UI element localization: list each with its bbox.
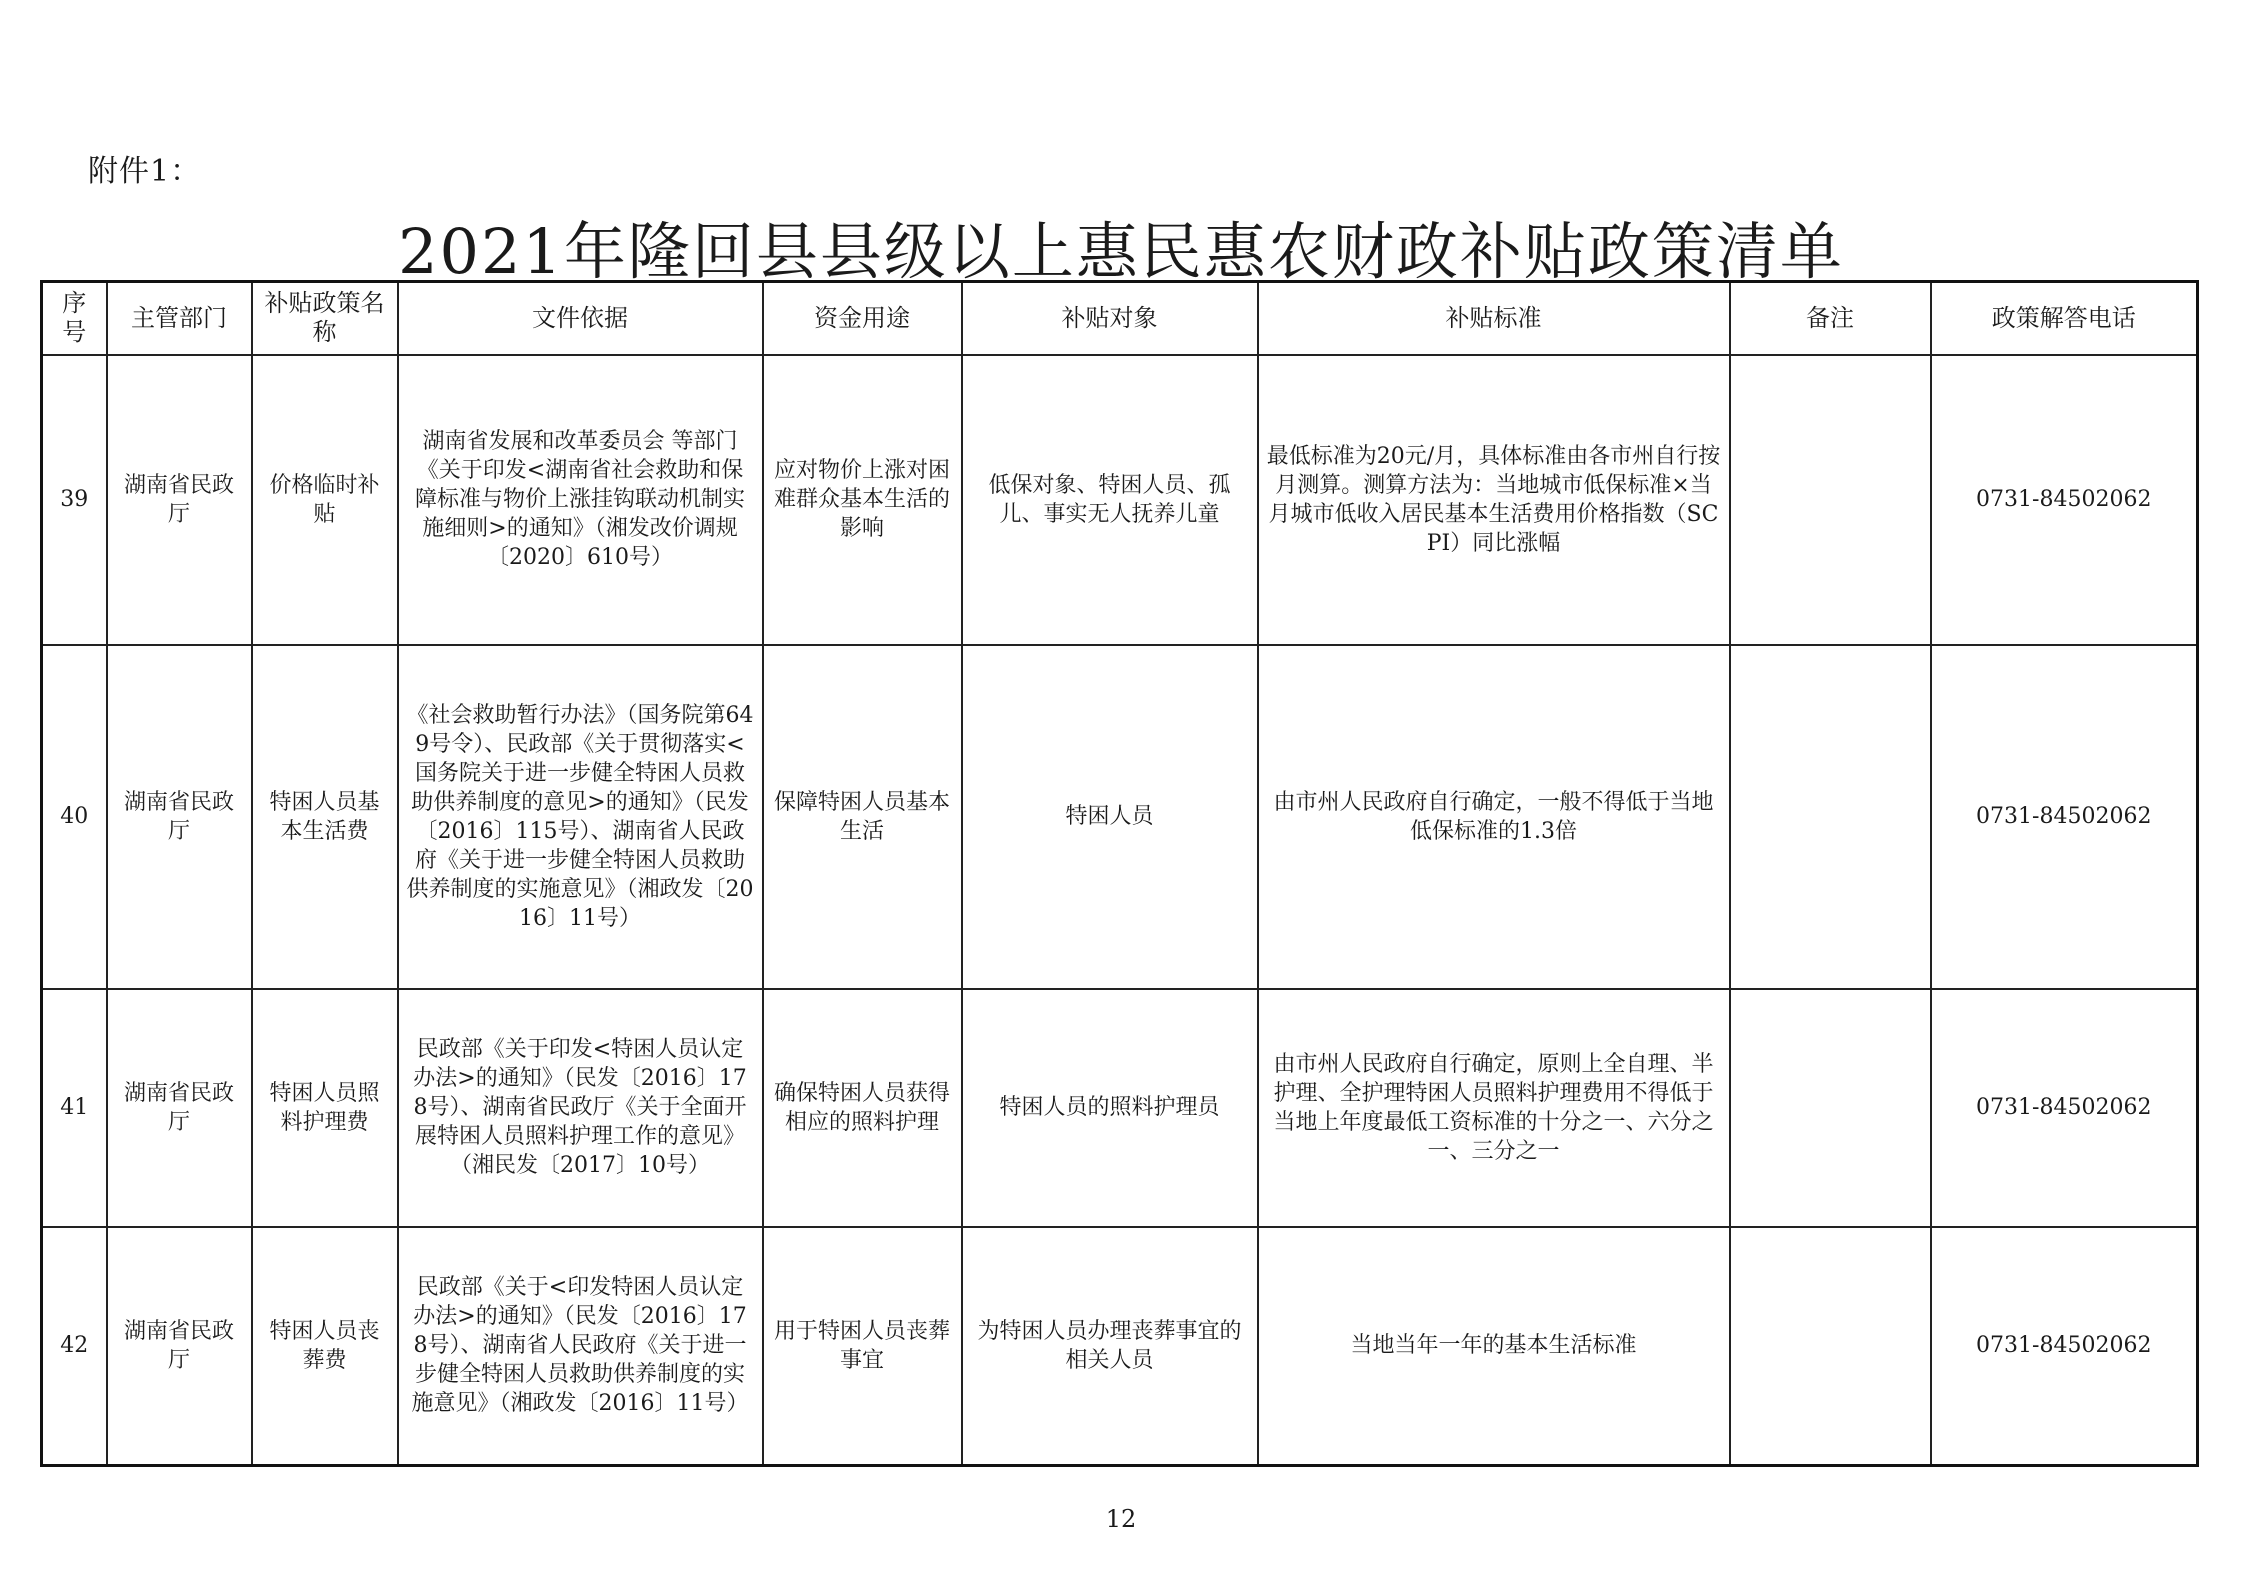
cell-name: 价格临时补贴 xyxy=(252,355,398,645)
cell-no: 39 xyxy=(42,355,107,645)
column-header-phone: 政策解答电话 xyxy=(1931,282,2198,355)
cell-standard: 由市州人民政府自行确定，一般不得低于当地低保标准的1.3倍 xyxy=(1258,645,1730,989)
column-header-usage: 资金用途 xyxy=(763,282,962,355)
cell-phone: 0731-84502062 xyxy=(1931,989,2198,1227)
table-row xyxy=(42,989,2198,1227)
cell-usage: 确保特困人员获得相应的照料护理 xyxy=(763,989,962,1227)
cell-name: 特困人员丧葬费 xyxy=(252,1227,398,1466)
table-row xyxy=(42,645,2198,989)
cell-standard: 由市州人民政府自行确定，原则上全自理、半护理、全护理特困人员照料护理费用不得低于当地上年度最低工资标准的十分之一、六分之一、三分之一 xyxy=(1258,989,1730,1227)
cell-target: 低保对象、特困人员、孤儿、事实无人抚养儿童 xyxy=(962,355,1258,645)
cell-remark xyxy=(1730,645,1931,989)
cell-phone: 0731-84502062 xyxy=(1931,645,2198,989)
cell-dept: 湖南省民政厅 xyxy=(107,645,252,989)
page-number: 12 xyxy=(1105,1505,1137,1533)
cell-target: 为特困人员办理丧葬事宜的相关人员 xyxy=(962,1227,1258,1466)
cell-no: 41 xyxy=(42,989,107,1227)
subsidy-policy-table xyxy=(40,280,2199,1467)
table-row xyxy=(42,1227,2198,1466)
cell-basis: 湖南省发展和改革委员会 等部门《关于印发<湖南省社会救助和保障标准与物价上涨挂钩联动机制实施细则>的通知》（湘发改价调规〔2020〕610号） xyxy=(398,355,763,645)
column-header-standard: 补贴标准 xyxy=(1258,282,1730,355)
cell-basis: 民政部《关于印发<特困人员认定办法>的通知》（民发〔2016〕178号）、湖南省民政厅《关于全面开展特困人员照料护理工作的意见》（湘民发〔2017〕10号） xyxy=(398,989,763,1227)
column-header-target: 补贴对象 xyxy=(962,282,1258,355)
column-header-name: 补贴政策名称 xyxy=(252,282,398,355)
cell-dept: 湖南省民政厅 xyxy=(107,989,252,1227)
cell-remark xyxy=(1730,1227,1931,1466)
table-row xyxy=(42,355,2198,645)
cell-target: 特困人员 xyxy=(962,645,1258,989)
column-header-remark: 备注 xyxy=(1730,282,1931,355)
cell-phone: 0731-84502062 xyxy=(1931,355,2198,645)
cell-basis: 民政部《关于<印发特困人员认定办法>的通知》（民发〔2016〕178号）、湖南省人民政府《关于进一步健全特困人员救助供养制度的实施意见》（湘政发〔2016〕11号） xyxy=(398,1227,763,1466)
cell-name: 特困人员基本生活费 xyxy=(252,645,398,989)
cell-usage: 保障特困人员基本生活 xyxy=(763,645,962,989)
column-header-basis: 文件依据 xyxy=(398,282,763,355)
cell-standard: 当地当年一年的基本生活标准 xyxy=(1258,1227,1730,1466)
cell-standard: 最低标准为20元/月，具体标准由各市州自行按月测算。测算方法为：当地城市低保标准×当月城市低收入居民基本生活费用价格指数（SCPI）同比涨幅 xyxy=(1258,355,1730,645)
cell-remark xyxy=(1730,355,1931,645)
attachment-label: 附件1： xyxy=(88,154,202,189)
cell-name: 特困人员照料护理费 xyxy=(252,989,398,1227)
cell-basis: 《社会救助暂行办法》（国务院第649号令）、民政部《关于贯彻落实<国务院关于进一步健全特困人员救助供养制度的意见>的通知》（民发〔2016〕115号）、湖南省人民政府《关于进一步健全特困人员救助供养制度的实施意见》（湘政发〔2016〕11号） xyxy=(398,645,763,989)
column-header-dept: 主管部门 xyxy=(107,282,252,355)
cell-no: 40 xyxy=(42,645,107,989)
cell-target: 特困人员的照料护理员 xyxy=(962,989,1258,1227)
cell-usage: 用于特困人员丧葬事宜 xyxy=(763,1227,962,1466)
cell-remark xyxy=(1730,989,1931,1227)
column-header-no: 序号 xyxy=(42,282,107,355)
document-title: 2021年隆回县县级以上惠民惠农财政补贴政策清单 xyxy=(398,215,1844,288)
cell-usage: 应对物价上涨对困难群众基本生活的影响 xyxy=(763,355,962,645)
cell-dept: 湖南省民政厅 xyxy=(107,355,252,645)
cell-dept: 湖南省民政厅 xyxy=(107,1227,252,1466)
cell-no: 42 xyxy=(42,1227,107,1466)
table-header-row xyxy=(42,282,2198,355)
cell-phone: 0731-84502062 xyxy=(1931,1227,2198,1466)
